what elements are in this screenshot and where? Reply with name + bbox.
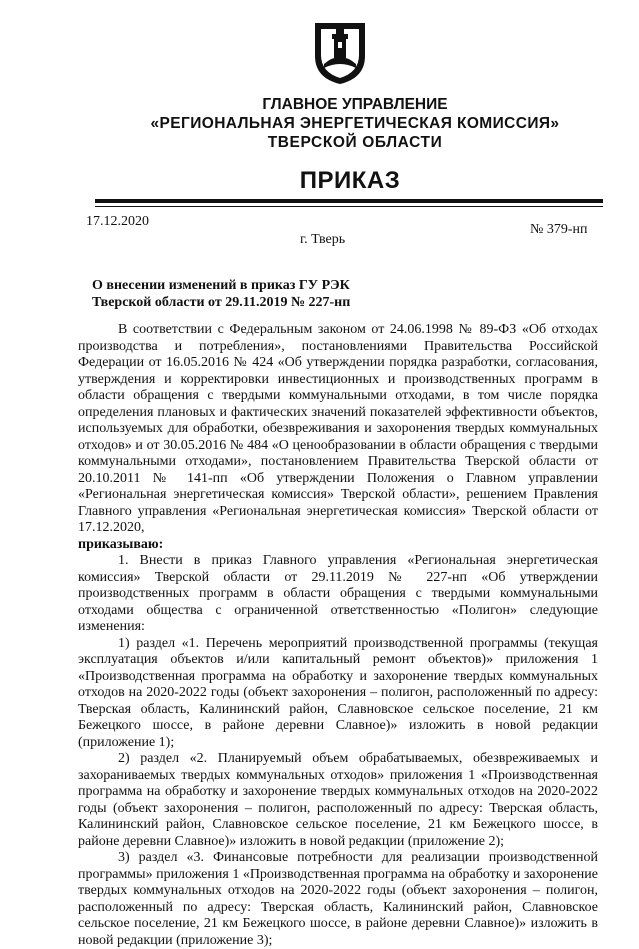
agency-name-line2: «РЕГИОНАЛЬНАЯ ЭНЕРГЕТИЧЕСКАЯ КОМИССИЯ» — [150, 115, 560, 132]
header-divider-thick — [95, 199, 603, 203]
preamble-paragraph: В соответствии с Федеральным законом от 24.06.1998 № 89-ФЗ «Об отходах производства и потребления», постановлениями Правительства Российской Федерации от 16.05.2016 № 424 «Об утверждении порядка разработки, согласования, утверждения и корректировки инвестиционных и производственных программ в области обращения с твердыми коммунальными отходами, в том числе порядка определения плановых и фактических значений показателей эффективности объектов, используемых для обработки, обезвреживания и захоронения твердых коммунальных отходов» и от 30.05.2016 № 484 «О ценообразовании в области обращения с твердыми коммунальными отходами», постановлением Правительства Тверской области от 20.10.2011 № 141-пп «Об утверждении Положения о Главном управлении «Региональная энергетическая комиссия» Тверской области», решением Правления Главного управления «Региональная энергетическая комиссия» Тверской области от 17.12.2020, — [78, 322, 598, 535]
agency-name-line1: ГЛАВНОЕ УПРАВЛЕНИЕ — [262, 96, 448, 113]
subject-line-1: О внесении изменений в приказ ГУ РЭК — [92, 278, 350, 293]
subject-line-2: Тверской области от 29.11.2019 № 227-нп — [92, 295, 351, 310]
item-1-paragraph: 1. Внести в приказ Главного управления «Региональная энергетическая комиссия» Тверской области от 29.11.2019 № 227-нп «Об утверждении производственных программ в области обращения с твердыми коммунальными отходами общества с ограниченной ответственностью «Полигон» следующие изменения: — [78, 553, 598, 634]
tver-oblast-coat-of-arms-icon — [312, 20, 368, 86]
document-body — [78, 322, 598, 949]
order-word: приказываю: — [78, 536, 164, 552]
agency-name-line3: ТВЕРСКОЙ ОБЛАСТИ — [267, 134, 443, 151]
header-divider-thin — [95, 206, 603, 207]
document-city: г. Тверь — [300, 232, 346, 247]
document-subject — [92, 277, 452, 311]
document-date: 17.12.2020 — [86, 214, 149, 229]
document-number: № 379-нп — [530, 222, 588, 237]
document-type-title: ПРИКАЗ — [299, 167, 401, 194]
subitem-1-paragraph: 1) раздел «1. Перечень мероприятий производственной программы (текущая эксплуатация объектов и/или капитальный ремонт объектов)» приложения 1 «Производственная программа на обработку и захоронение твердых коммунальных отходов на 2020-2022 годы (объект захоронения – полигон, расположенный по адресу: Тверская область, Калининский район, Славновское сельское поселение, 21 км Бежецкого шоссе, в районе деревни Славное)» изложить в новой редакции (приложение 1); — [78, 635, 598, 750]
subitem-2-paragraph: 2) раздел «2. Планируемый объем обрабатываемых, обезвреживаемых и захораниваемых твердых коммунальных отходов» приложения 1 «Производственная программа на обработку и захоронение твердых коммунальных отходов на 2020-2022 годы (объект захоронения – полигон, расположенный по адресу: Тверская область, Калининский район, Славновское сельское поселение, 21 км Бежецкого шоссе, в районе деревни Славное)» изложить в новой редакции (приложение 2); — [78, 751, 598, 849]
subitem-3-paragraph: 3) раздел «3. Финансовые потребности для реализации производственной программы» приложения 1 «Производственная программа на обработку и захоронение твердых коммунальных отходов на 2020-2022 годы (объект захоронения – полигон, расположенный по адресу: Тверская область, Калининский район, Славновское сельское поселение, 21 км Бежецкого шоссе, в районе деревни Славное)» изложить в новой редакции (приложение 3); — [78, 850, 598, 948]
